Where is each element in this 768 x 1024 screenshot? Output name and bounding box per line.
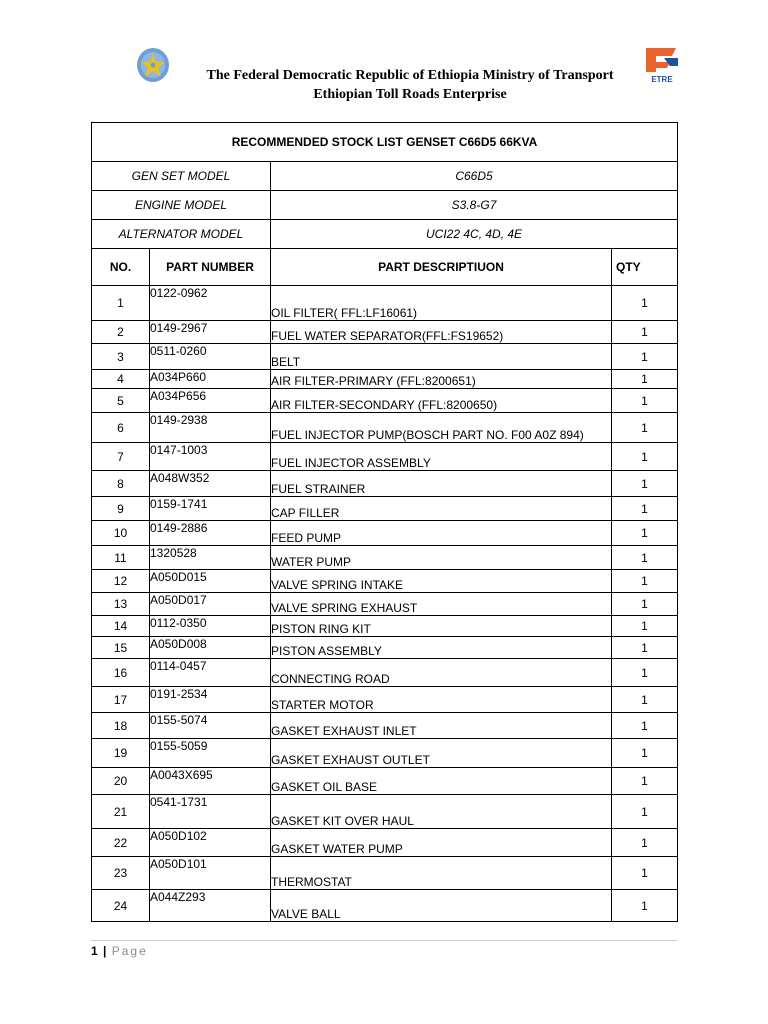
logo-text: ETRE [651,75,673,84]
part-description: VALVE SPRING EXHAUST [271,593,612,616]
row-number: 12 [92,570,150,593]
part-number: 0511-0260 [150,344,271,370]
part-number: 0114-0457 [150,659,271,687]
table-row [92,497,678,521]
quantity: 1 [612,687,678,713]
part-description: FUEL INJECTOR PUMP(BOSCH PART NO. F00 A0Z 894) [271,413,612,443]
quantity: 1 [612,521,678,546]
part-number: 1320528 [150,546,271,570]
spec-value: S3.8-G7 [271,191,678,220]
quantity: 1 [612,616,678,637]
quantity: 1 [612,713,678,739]
row-number: 13 [92,593,150,616]
part-number: A050D102 [150,829,271,857]
quantity: 1 [612,637,678,659]
row-number: 17 [92,687,150,713]
page-number: 1 [91,944,98,958]
table-row [92,616,678,637]
table-row [92,890,678,922]
header-ministry: The Federal Democratic Republic of Ethiopia Ministry of Transport [206,68,614,83]
row-number: 24 [92,890,150,922]
spec-value: C66D5 [271,162,678,191]
table-row [92,637,678,659]
table-row [92,286,678,321]
row-number: 3 [92,344,150,370]
part-number: A050D008 [150,637,271,659]
spec-label: GEN SET MODEL [92,162,271,191]
part-number: A034P660 [150,370,271,389]
table-row [92,413,678,443]
row-number: 18 [92,713,150,739]
table-row [92,829,678,857]
quantity: 1 [612,389,678,413]
part-number: 0149-2886 [150,521,271,546]
part-description: STARTER MOTOR [271,687,612,713]
part-description: FUEL STRAINER [271,471,612,497]
spec-value: UCI22 4C, 4D, 4E [271,220,678,249]
quantity: 1 [612,768,678,795]
part-number: A050D015 [150,570,271,593]
row-number: 22 [92,829,150,857]
column-header-qty: QTY [612,249,678,286]
table-row [92,546,678,570]
spec-label: ENGINE MODEL [92,191,271,220]
quantity: 1 [612,443,678,471]
quantity: 1 [612,344,678,370]
spec-label: ALTERNATOR MODEL [92,220,271,249]
quantity: 1 [612,370,678,389]
part-number: 0155-5074 [150,713,271,739]
row-number: 2 [92,321,150,344]
header-enterprise: Ethiopian Toll Roads Enterprise [313,87,507,102]
row-number: 6 [92,413,150,443]
row-number: 8 [92,471,150,497]
quantity: 1 [612,497,678,521]
part-description: GASKET WATER PUMP [271,829,612,857]
column-header-description: PART DESCRIPTIUON [271,249,612,286]
row-number: 7 [92,443,150,471]
quantity: 1 [612,829,678,857]
table-row [92,321,678,344]
footer-separator: | [103,944,107,958]
table-row [92,768,678,795]
table-row [92,570,678,593]
page-footer [91,944,148,958]
part-number: A048W352 [150,471,271,497]
part-description: AIR FILTER-PRIMARY (FFL:8200651) [271,370,612,389]
row-number: 10 [92,521,150,546]
quantity: 1 [612,857,678,890]
row-number: 21 [92,795,150,829]
quantity: 1 [612,659,678,687]
quantity: 1 [612,413,678,443]
row-number: 5 [92,389,150,413]
part-description: PISTON ASSEMBLY [271,637,612,659]
row-number: 19 [92,739,150,768]
part-description: VALVE BALL [271,890,612,922]
column-header-row [92,249,678,286]
quantity: 1 [612,286,678,321]
part-description: AIR FILTER-SECONDARY (FFL:8200650) [271,389,612,413]
row-number: 4 [92,370,150,389]
part-number: A034P656 [150,389,271,413]
table-row [92,389,678,413]
table-row [92,739,678,768]
table-title: RECOMMENDED STOCK LIST GENSET C66D5 66KVA [92,123,678,162]
spec-row-engine [92,191,678,220]
part-number: 0191-2534 [150,687,271,713]
part-description: GASKET OIL BASE [271,768,612,795]
quantity: 1 [612,795,678,829]
part-description: OIL FILTER( FFL:LF16061) [271,286,612,321]
quantity: 1 [612,593,678,616]
row-number: 1 [92,286,150,321]
row-number: 16 [92,659,150,687]
row-number: 11 [92,546,150,570]
part-description: THERMOSTAT [271,857,612,890]
table-row [92,344,678,370]
quantity: 1 [612,890,678,922]
quantity: 1 [612,739,678,768]
part-number: 0159-1741 [150,497,271,521]
footer-divider [91,940,677,941]
table-row [92,659,678,687]
part-description: CAP FILLER [271,497,612,521]
part-number: 0149-2938 [150,413,271,443]
part-description: FUEL WATER SEPARATOR(FFL:FS19652) [271,321,612,344]
quantity: 1 [612,471,678,497]
page-label: Page [111,944,148,958]
stock-list-table [91,122,678,922]
column-header-part-number: PART NUMBER [150,249,271,286]
table-row [92,443,678,471]
row-number: 20 [92,768,150,795]
part-description: FUEL INJECTOR ASSEMBLY [271,443,612,471]
quantity: 1 [612,570,678,593]
row-number: 15 [92,637,150,659]
part-description: VALVE SPRING INTAKE [271,570,612,593]
quantity: 1 [612,321,678,344]
row-number: 23 [92,857,150,890]
table-row [92,471,678,497]
table-row [92,713,678,739]
part-number: 0541-1731 [150,795,271,829]
part-description: FEED PUMP [271,521,612,546]
part-description: GASKET KIT OVER HAUL [271,795,612,829]
spec-row-genset [92,162,678,191]
part-number: 0147-1003 [150,443,271,471]
part-number: A044Z293 [150,890,271,922]
table-row [92,370,678,389]
part-description: GASKET EXHAUST INLET [271,713,612,739]
row-number: 9 [92,497,150,521]
part-description: PISTON RING KIT [271,616,612,637]
part-number: 0149-2967 [150,321,271,344]
part-number: A050D101 [150,857,271,890]
part-description: CONNECTING ROAD [271,659,612,687]
table-row [92,687,678,713]
quantity: 1 [612,546,678,570]
part-number: 0155-5059 [150,739,271,768]
table-row [92,593,678,616]
row-number: 14 [92,616,150,637]
part-number: 0122-0962 [150,286,271,321]
part-description: GASKET EXHAUST OUTLET [271,739,612,768]
table-row [92,521,678,546]
part-description: WATER PUMP [271,546,612,570]
table-row [92,857,678,890]
spec-row-alternator [92,220,678,249]
column-header-no: NO. [92,249,150,286]
part-number: A050D017 [150,593,271,616]
part-description: BELT [271,344,612,370]
table-row [92,795,678,829]
part-number: A0043X695 [150,768,271,795]
part-number: 0112-0350 [150,616,271,637]
